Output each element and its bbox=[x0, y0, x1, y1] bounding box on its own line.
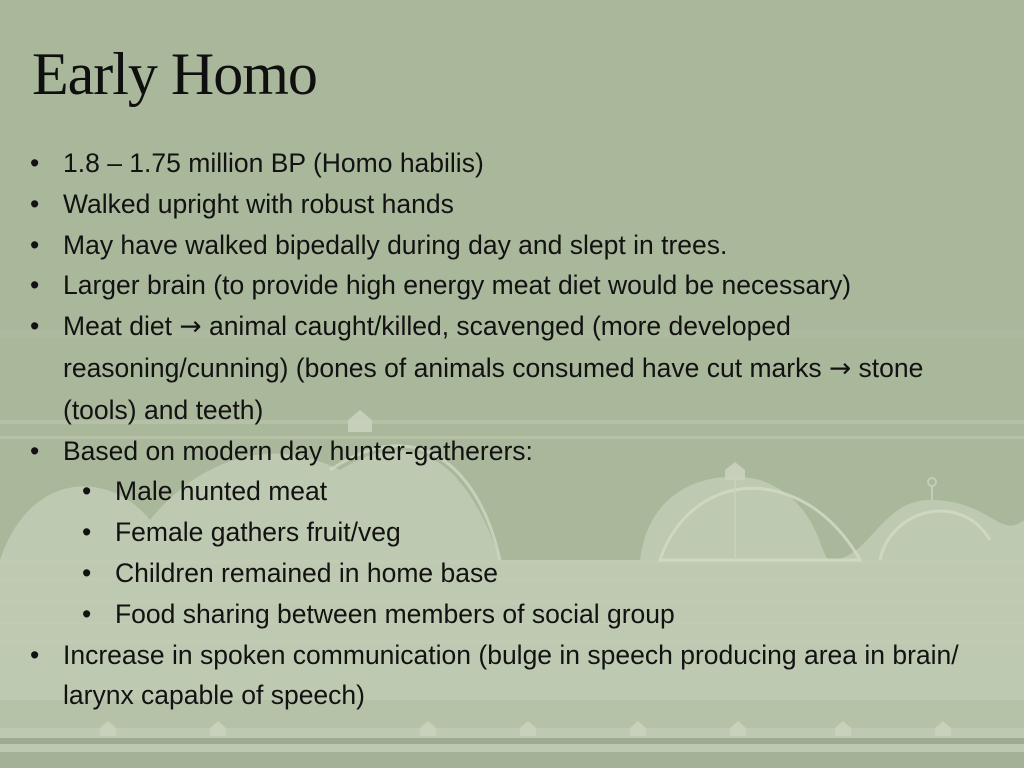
sub-bullet-item: • Food sharing between members of social group bbox=[63, 594, 998, 635]
slide-title: Early Homo bbox=[32, 41, 317, 107]
bullet-item-hunter-gatherers bbox=[28, 431, 998, 635]
bullet-text: stone (tools) and teeth) bbox=[63, 352, 924, 425]
bullet-item: • May have walked bipedally during day and slept in trees. bbox=[28, 225, 998, 266]
bullet-item: • Walked upright with robust hands bbox=[28, 184, 998, 225]
bullet-item: • Increase in spoken communication (bulge in speech producing area in brain/ larynx capable of speech) bbox=[28, 635, 998, 717]
sub-bullet-item: • Children remained in home base bbox=[63, 553, 998, 594]
arrow-right-icon: → bbox=[828, 352, 852, 384]
arrow-right-icon: → bbox=[179, 311, 202, 343]
bullet-text: animal caught/killed, scavenged (more developed reasoning/cunning) (bones of animals consumed have cut marks bbox=[63, 311, 829, 383]
bullet-text: Meat diet bbox=[63, 311, 180, 342]
sub-bullet-item: • Male hunted meat bbox=[63, 471, 998, 512]
bullet-item: • 1.8 – 1.75 million BP (Homo habilis) bbox=[28, 143, 998, 184]
bullet-item: • Larger brain (to provide high energy meat diet would be necessary) bbox=[28, 265, 998, 306]
bullet-text: Based on modern day hunter-gatherers: bbox=[63, 435, 533, 466]
sub-bullet-list bbox=[63, 471, 998, 634]
sub-bullet-item: • Female gathers fruit/veg bbox=[63, 512, 998, 553]
bullet-item-meat-diet bbox=[28, 306, 998, 430]
bullet-list bbox=[28, 143, 998, 716]
